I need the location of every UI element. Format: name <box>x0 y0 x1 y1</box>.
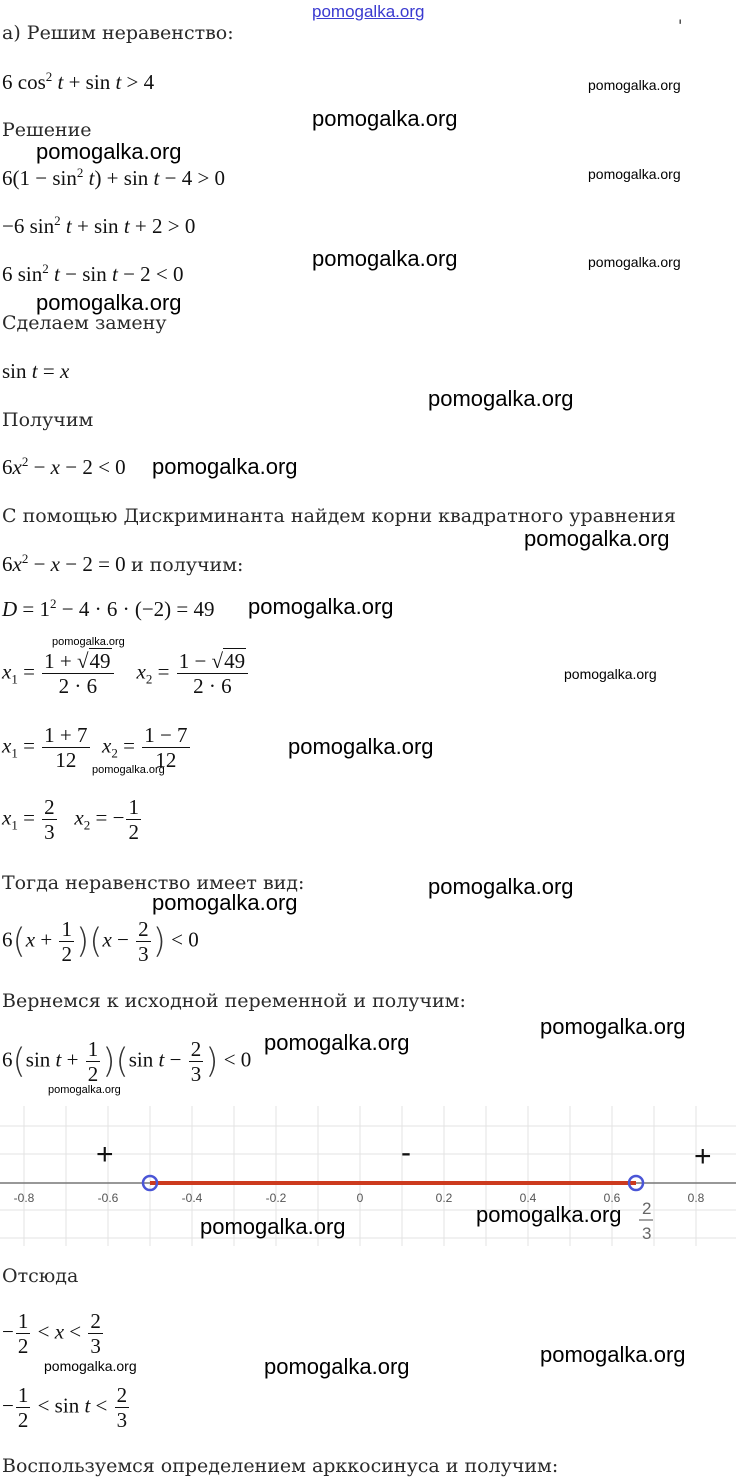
factored-inequality: 6(x + $\frac{1}{2}$ )(x − $\frac{2}{3}$ ) < 0 <box>2 917 199 967</box>
hence-label: Отсюда <box>2 1265 79 1287</box>
factored-sin-inequality: 6(sin t + $\frac{1}{2}$ )(sin t − $\frac{2}{3}$ ) < 0 <box>2 1037 252 1087</box>
arccos-intro: Воспользуемся определением арккосинуса и получим: <box>2 1455 559 1477</box>
watermark: pomogalka.org <box>264 1030 410 1055</box>
number-line <box>0 1106 736 1256</box>
watermark: pomogalka.org <box>540 1342 686 1367</box>
then-form-label: Тогда неравенство имеет вид: <box>2 872 305 894</box>
step-simplify: −6 $\sin^2 t + \sin t + 2 > 0$ <box>2 213 196 238</box>
watermark: pomogalka.org <box>52 636 125 648</box>
tick-label: -0.2 <box>265 1191 287 1205</box>
sin-interval: − $\frac{1}{2}$ < sin t < $\frac{2}{3}$ <box>2 1383 128 1433</box>
watermark: pomogalka.org <box>312 106 458 131</box>
corner-mark: ' <box>678 16 683 35</box>
tick-label: -0.6 <box>97 1191 119 1205</box>
watermark: pomogalka.org <box>312 246 458 271</box>
watermark: pomogalka.org <box>152 454 298 479</box>
watermark-top[interactable]: pomogalka.org <box>312 2 425 21</box>
sign-minus: - <box>401 1136 411 1169</box>
we-get-label: Получим <box>2 409 94 431</box>
watermark: pomogalka.org <box>588 254 681 270</box>
quadratic-inequality: $6x^2 - x - 2 < 0$ <box>2 454 126 479</box>
inequality-original: 6 $\cos^2 t + \sin t > 4$ <box>2 69 155 94</box>
quadratic-equation: $6x^2 - x - 2 = 0$ и получим: <box>2 551 244 576</box>
sign-plus-left: + <box>96 1138 114 1171</box>
sign-plus-right: + <box>694 1140 712 1173</box>
watermark: pomogalka.org <box>264 1354 410 1379</box>
discriminant-intro: С помощью Дискриминанта найдем корни квадратного уравнения <box>2 505 676 527</box>
solution-label: Решение <box>2 119 92 141</box>
discriminant-value: $D = 1^2 - 4 \cdot 6 \cdot (-2) = 49$ <box>2 596 215 621</box>
roots-final: $x_1$ = $\frac{2}{3}$ $x_2$ = − $\frac{1}{2}$ <box>2 795 139 845</box>
watermark: pomogalka.org <box>524 526 670 551</box>
watermark: pomogalka.org <box>564 666 657 682</box>
substitution-eq: sin t = x <box>2 359 70 383</box>
step-expand: $6(1 - \sin^2 t) + \sin t - 4 > 0$ <box>2 165 226 190</box>
tick-label: -0.8 <box>13 1191 35 1205</box>
tick-label: 0.6 <box>603 1191 621 1205</box>
watermark: pomogalka.org <box>288 734 434 759</box>
tick-label: 0.8 <box>687 1191 705 1205</box>
watermark: pomogalka.org <box>36 290 182 315</box>
number-line-grid <box>0 1106 736 1246</box>
watermark: pomogalka.org <box>248 594 394 619</box>
watermark: pomogalka.org <box>200 1214 346 1239</box>
return-var-label: Вернемся к исходной переменной и получим: <box>2 990 466 1012</box>
tick-label: 0 <box>356 1191 364 1205</box>
and-we-get: и получим: <box>130 554 244 576</box>
watermark: pomogalka.org <box>92 764 165 776</box>
watermark: pomogalka.org <box>476 1202 622 1227</box>
x-interval: − $\frac{1}{2}$ < x < $\frac{2}{3}$ <box>2 1309 101 1359</box>
roots-computed: $x_1$ = $\frac{1 + 7}{12}$ $x_2$ = $\frac{1 - 7}{12}$ <box>2 723 188 773</box>
watermark: pomogalka.org <box>44 1358 137 1374</box>
watermark: pomogalka.org <box>428 874 574 899</box>
substitution-label: Сделаем замену <box>2 312 167 334</box>
watermark: pomogalka.org <box>540 1014 686 1039</box>
part-a-heading: а) Решим неравенство: <box>2 22 234 44</box>
watermark: pomogalka.org <box>36 139 182 164</box>
tick-label: -0.4 <box>181 1191 203 1205</box>
tick-label: 0.2 <box>435 1191 453 1205</box>
watermark: pomogalka.org <box>588 166 681 182</box>
roots-formula: $x_1$ = $\frac{1 + √49}{2 \cdot 6}$ $x_2$ = $\frac{1 - √49}{2 \cdot 6}$ <box>2 650 250 697</box>
watermark: pomogalka.org <box>48 1084 121 1096</box>
watermark: pomogalka.org <box>588 77 681 93</box>
watermark: pomogalka.org <box>152 890 298 915</box>
watermark: pomogalka.org <box>428 386 574 411</box>
endpoint-label-num: 2 <box>642 1199 652 1218</box>
tick-label: 0.4 <box>519 1191 537 1205</box>
endpoint-label-den: 3 <box>642 1224 652 1243</box>
step-negate: 6 $\sin^2 t - \sin t - 2 < 0$ <box>2 261 184 286</box>
